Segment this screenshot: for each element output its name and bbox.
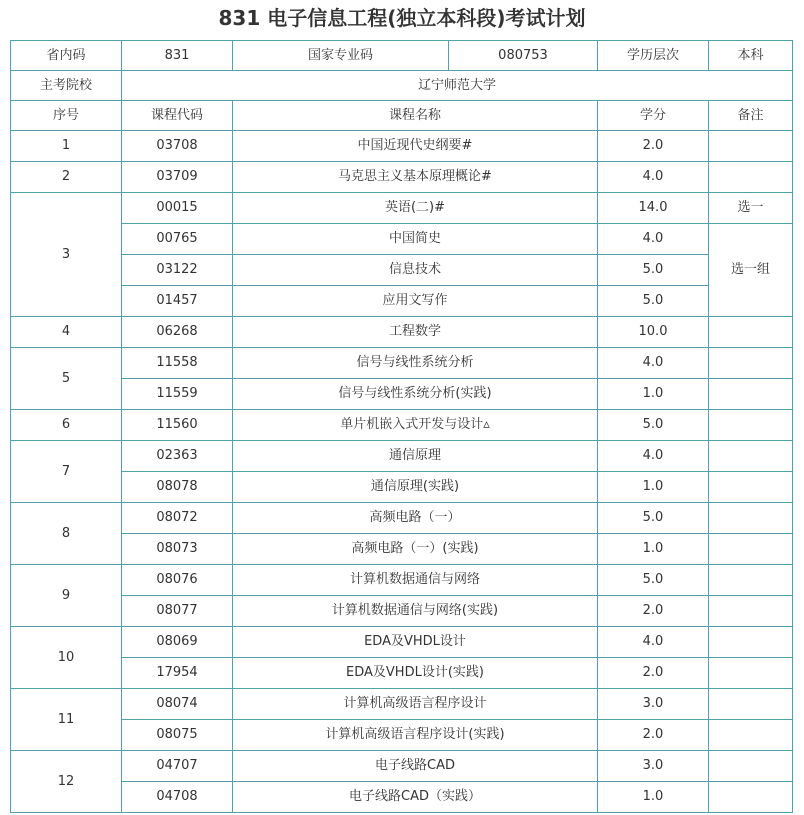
code-cell: 08072 (122, 503, 233, 534)
table-row (11, 162, 793, 193)
note-cell (709, 689, 793, 720)
code-cell: 04707 (122, 751, 233, 782)
table-row (11, 534, 793, 565)
table-row (11, 565, 793, 596)
table-row (11, 472, 793, 503)
table-row (11, 596, 793, 627)
exam-plan-table (10, 40, 793, 813)
code-cell: 01457 (122, 286, 233, 317)
seq-cell: 4 (11, 317, 122, 348)
table-row (11, 751, 793, 782)
note-cell (709, 410, 793, 441)
credit-cell: 5.0 (598, 410, 709, 441)
note-cell (709, 131, 793, 162)
name-cell: 单片机嵌入式开发与设计▵ (233, 410, 598, 441)
credit-cell: 10.0 (598, 317, 709, 348)
table-row (11, 348, 793, 379)
note-cell (709, 565, 793, 596)
table-row (11, 782, 793, 813)
column-header-code: 课程代码 (122, 101, 233, 131)
national-code-value: 080753 (449, 41, 598, 71)
name-cell: 计算机数据通信与网络 (233, 565, 598, 596)
code-cell: 03122 (122, 255, 233, 286)
name-cell: 计算机数据通信与网络(实践) (233, 596, 598, 627)
name-cell: 英语(二)# (233, 193, 598, 224)
note-cell (709, 627, 793, 658)
table-row (11, 317, 793, 348)
code-cell: 11558 (122, 348, 233, 379)
name-cell: 通信原理(实践) (233, 472, 598, 503)
table-row (11, 503, 793, 534)
table-row (11, 224, 793, 255)
seq-cell: 3 (11, 193, 122, 317)
code-cell: 00015 (122, 193, 233, 224)
column-header-note: 备注 (709, 101, 793, 131)
credit-cell: 5.0 (598, 503, 709, 534)
credit-cell: 2.0 (598, 720, 709, 751)
code-cell: 17954 (122, 658, 233, 689)
name-cell: 信息技术 (233, 255, 598, 286)
code-cell: 08069 (122, 627, 233, 658)
code-cell: 04708 (122, 782, 233, 813)
seq-cell: 10 (11, 627, 122, 689)
school-value: 辽宁师范大学 (122, 71, 793, 101)
name-cell: 信号与线性系统分析 (233, 348, 598, 379)
table-row (11, 689, 793, 720)
note-cell (709, 720, 793, 751)
credit-cell: 4.0 (598, 441, 709, 472)
province-code-value: 831 (122, 41, 233, 71)
national-code-label: 国家专业码 (233, 41, 449, 71)
name-cell: 应用文写作 (233, 286, 598, 317)
credit-cell: 1.0 (598, 534, 709, 565)
name-cell: 高频电路（一）(实践) (233, 534, 598, 565)
school-label: 主考院校 (11, 71, 122, 101)
seq-cell: 2 (11, 162, 122, 193)
note-cell (709, 782, 793, 813)
province-code-label: 省内码 (11, 41, 122, 71)
note-cell: 选一 (709, 193, 793, 224)
column-header-name: 课程名称 (233, 101, 598, 131)
code-cell: 08075 (122, 720, 233, 751)
table-row (11, 131, 793, 162)
name-cell: 通信原理 (233, 441, 598, 472)
seq-cell: 6 (11, 410, 122, 441)
name-cell: 电子线路CAD (233, 751, 598, 782)
name-cell: 工程数学 (233, 317, 598, 348)
header-row-codes (11, 41, 793, 71)
credit-cell: 4.0 (598, 348, 709, 379)
code-cell: 08073 (122, 534, 233, 565)
code-cell: 08074 (122, 689, 233, 720)
column-header-row (11, 101, 793, 131)
code-cell: 03708 (122, 131, 233, 162)
note-cell (709, 751, 793, 782)
name-cell: 信号与线性系统分析(实践) (233, 379, 598, 410)
seq-cell: 1 (11, 131, 122, 162)
note-cell (709, 379, 793, 410)
code-cell: 03709 (122, 162, 233, 193)
name-cell: 中国简史 (233, 224, 598, 255)
level-label: 学历层次 (598, 41, 709, 71)
name-cell: 电子线路CAD（实践） (233, 782, 598, 813)
note-cell (709, 503, 793, 534)
table-row (11, 286, 793, 317)
seq-cell: 11 (11, 689, 122, 751)
note-cell (709, 348, 793, 379)
credit-cell: 4.0 (598, 224, 709, 255)
name-cell: 马克思主义基本原理概论# (233, 162, 598, 193)
name-cell: 高频电路（一） (233, 503, 598, 534)
credit-cell: 1.0 (598, 379, 709, 410)
credit-cell: 2.0 (598, 131, 709, 162)
table-row (11, 193, 793, 224)
code-cell: 06268 (122, 317, 233, 348)
code-cell: 02363 (122, 441, 233, 472)
credit-cell: 3.0 (598, 689, 709, 720)
name-cell: 计算机高级语言程序设计(实践) (233, 720, 598, 751)
level-value: 本科 (709, 41, 793, 71)
code-cell: 08078 (122, 472, 233, 503)
name-cell: 计算机高级语言程序设计 (233, 689, 598, 720)
name-cell: EDA及VHDL设计(实践) (233, 658, 598, 689)
seq-cell: 9 (11, 565, 122, 627)
credit-cell: 3.0 (598, 751, 709, 782)
credit-cell: 2.0 (598, 596, 709, 627)
table-row (11, 658, 793, 689)
credit-cell: 4.0 (598, 162, 709, 193)
credit-cell: 2.0 (598, 658, 709, 689)
code-cell: 08077 (122, 596, 233, 627)
credit-cell: 1.0 (598, 472, 709, 503)
seq-cell: 8 (11, 503, 122, 565)
credit-cell: 14.0 (598, 193, 709, 224)
table-row (11, 441, 793, 472)
credit-cell: 5.0 (598, 286, 709, 317)
note-cell (709, 472, 793, 503)
credit-cell: 1.0 (598, 782, 709, 813)
note-cell (709, 658, 793, 689)
table-row (11, 720, 793, 751)
name-cell: 中国近现代史纲要# (233, 131, 598, 162)
code-cell: 08076 (122, 565, 233, 596)
seq-cell: 12 (11, 751, 122, 813)
table-row (11, 627, 793, 658)
note-cell (709, 162, 793, 193)
credit-cell: 5.0 (598, 565, 709, 596)
code-cell: 11559 (122, 379, 233, 410)
note-cell (709, 441, 793, 472)
seq-cell: 5 (11, 348, 122, 410)
note-cell: 选一组 (709, 224, 793, 317)
column-header-credit: 学分 (598, 101, 709, 131)
credit-cell: 4.0 (598, 627, 709, 658)
table-row (11, 255, 793, 286)
code-cell: 11560 (122, 410, 233, 441)
code-cell: 00765 (122, 224, 233, 255)
header-row-school (11, 71, 793, 101)
note-cell (709, 317, 793, 348)
table-row (11, 379, 793, 410)
table-row (11, 410, 793, 441)
note-cell (709, 596, 793, 627)
credit-cell: 5.0 (598, 255, 709, 286)
seq-cell: 7 (11, 441, 122, 503)
name-cell: EDA及VHDL设计 (233, 627, 598, 658)
column-header-seq: 序号 (11, 101, 122, 131)
page-title: 831 电子信息工程(独立本科段)考试计划 (218, 6, 586, 30)
note-cell (709, 534, 793, 565)
